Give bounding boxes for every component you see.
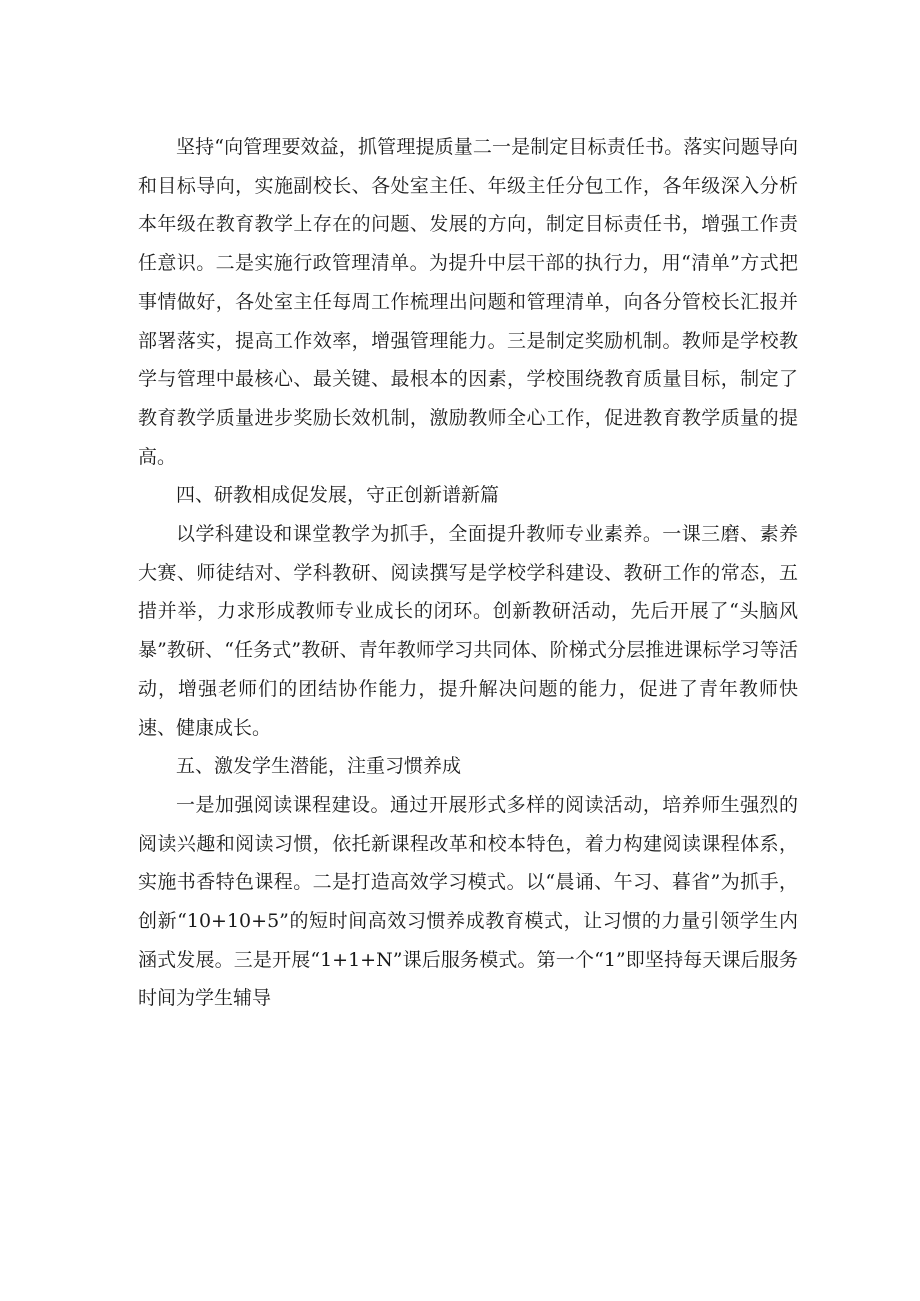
paragraph-research: 以学科建设和课堂教学为抓手，全面提升教师专业素养。一课三磨、素养大赛、师徒结对、学科教研、阅读撰写是学校学科建设、教研工作的常态，五措并举，力求形成教师专业成长的闭环。创新教研活动，先后开展了“头脑风暴”教研、“任务式”教研、青年教师学习共同体、阶梯式分层推进课标学习等活动，增强老师们的团结协作能力，提升解决问题的能力，促进了青年教师快速、健康成长。 bbox=[138, 523, 798, 739]
paragraph-students: 一是加强阅读课程建设。通过开展形式多样的阅读活动，培养师生强烈的阅读兴趣和阅读习惯，依托新课程改革和校本特色，着力构建阅读课程体系，实施书香特色课程。二是打造高效学习模式。以“晨诵、午习、暮省”为抓手，创新“10+10+5”的短时间高效习惯养成教育模式，让习惯的力量引领学生内涵式发展。三是开展“1+1+N”课后服务模式。第一个“1”即坚持每天课后服务时间为学生辅导 bbox=[138, 793, 798, 1010]
section-heading-research: 四、研教相成促发展，守正创新谱新篇 bbox=[176, 484, 500, 507]
paragraph-management: 坚持“向管理要效益，抓管理提质量二一是制定目标责任书。落实问题导向和目标导向，实施副校长、各处室主任、年级主任分包工作，各年级深入分析本年级在教育教学上存在的问题、发展的方向，制定目标责任书，增强工作责任意识。二是实施行政管理清单。为提升中层干部的执行力，用“清单”方式把事情做好，各处室主任每周工作梳理出问题和管理清单，向各分管校长汇报并部署落实，提高工作效率，增强管理能力。三是制定奖励机制。教师是学校教学与管理中最核心、最关键、最根本的因素，学校围绕教育质量目标，制定了教育教学质量进步奖励长效机制，激励教师全心工作，促进教育教学质量的提高。 bbox=[138, 136, 798, 468]
document-body bbox=[138, 128, 798, 1018]
section-heading-students: 五、激发学生潜能，注重习惯养成 bbox=[176, 755, 462, 778]
